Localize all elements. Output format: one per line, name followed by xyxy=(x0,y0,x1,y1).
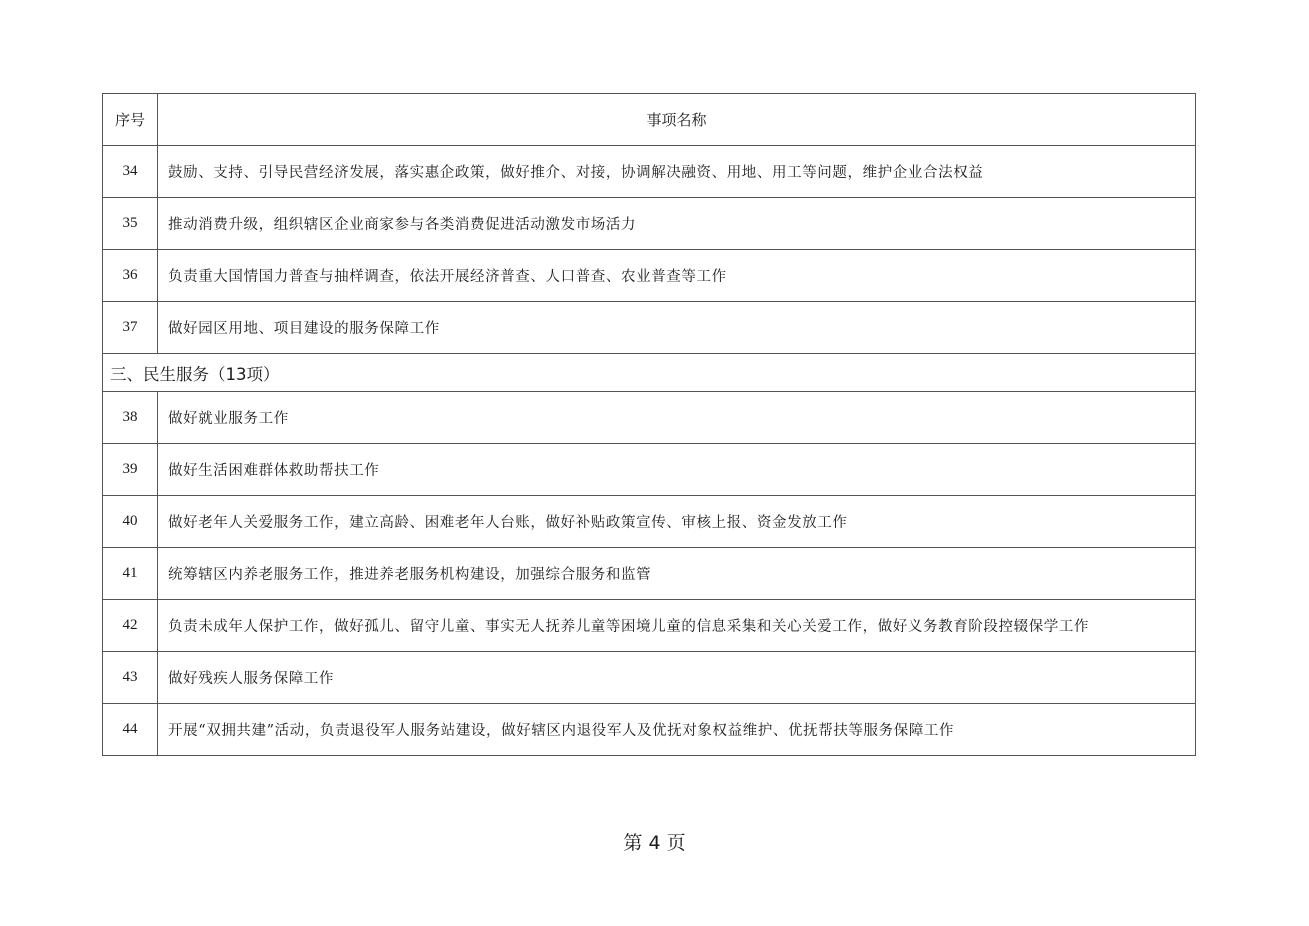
row-item-name: 统筹辖区内养老服务工作，推进养老服务机构建设，加强综合服务和监管 xyxy=(158,548,1196,600)
table-row xyxy=(103,302,1196,354)
row-number: 39 xyxy=(103,444,158,496)
row-item-name: 做好就业服务工作 xyxy=(158,392,1196,444)
row-item-name: 做好老年人关爱服务工作，建立高龄、困难老年人台账，做好补贴政策宣传、审核上报、资金发放工作 xyxy=(158,496,1196,548)
table-row xyxy=(103,652,1196,704)
table-row xyxy=(103,392,1196,444)
row-number: 42 xyxy=(103,600,158,652)
header-serial-number: 序号 xyxy=(103,94,158,146)
section-heading-row xyxy=(103,354,1196,392)
header-item-name: 事项名称 xyxy=(158,94,1196,146)
matters-table xyxy=(102,93,1196,756)
table-row xyxy=(103,444,1196,496)
table-row xyxy=(103,704,1196,756)
table-row xyxy=(103,146,1196,198)
row-number: 43 xyxy=(103,652,158,704)
table-row xyxy=(103,250,1196,302)
row-number: 41 xyxy=(103,548,158,600)
row-item-name: 做好园区用地、项目建设的服务保障工作 xyxy=(158,302,1196,354)
row-number: 36 xyxy=(103,250,158,302)
row-item-name: 推动消费升级，组织辖区企业商家参与各类消费促进活动激发市场活力 xyxy=(158,198,1196,250)
row-item-name: 鼓励、支持、引导民营经济发展，落实惠企政策，做好推介、对接，协调解决融资、用地、用工等问题，维护企业合法权益 xyxy=(158,146,1196,198)
page-number: 第 4 页 xyxy=(623,832,686,854)
row-number: 35 xyxy=(103,198,158,250)
row-item-name: 负责未成年人保护工作，做好孤儿、留守儿童、事实无人抚养儿童等困境儿童的信息采集和关心关爱工作，做好义务教育阶段控辍保学工作 xyxy=(158,600,1196,652)
row-item-name: 开展“双拥共建”活动，负责退役军人服务站建设，做好辖区内退役军人及优抚对象权益维护、优抚帮扶等服务保障工作 xyxy=(158,704,1196,756)
row-number: 38 xyxy=(103,392,158,444)
row-item-name: 做好生活困难群体救助帮扶工作 xyxy=(158,444,1196,496)
row-number: 40 xyxy=(103,496,158,548)
table-header-row xyxy=(103,94,1196,146)
row-number: 44 xyxy=(103,704,158,756)
table-row xyxy=(103,496,1196,548)
row-number: 34 xyxy=(103,146,158,198)
table-row xyxy=(103,548,1196,600)
row-item-name: 做好残疾人服务保障工作 xyxy=(158,652,1196,704)
row-number: 37 xyxy=(103,302,158,354)
section-heading: 三、民生服务（13项） xyxy=(103,354,1196,392)
table-row xyxy=(103,198,1196,250)
row-item-name: 负责重大国情国力普查与抽样调查，依法开展经济普查、人口普查、农业普查等工作 xyxy=(158,250,1196,302)
table-row xyxy=(103,600,1196,652)
